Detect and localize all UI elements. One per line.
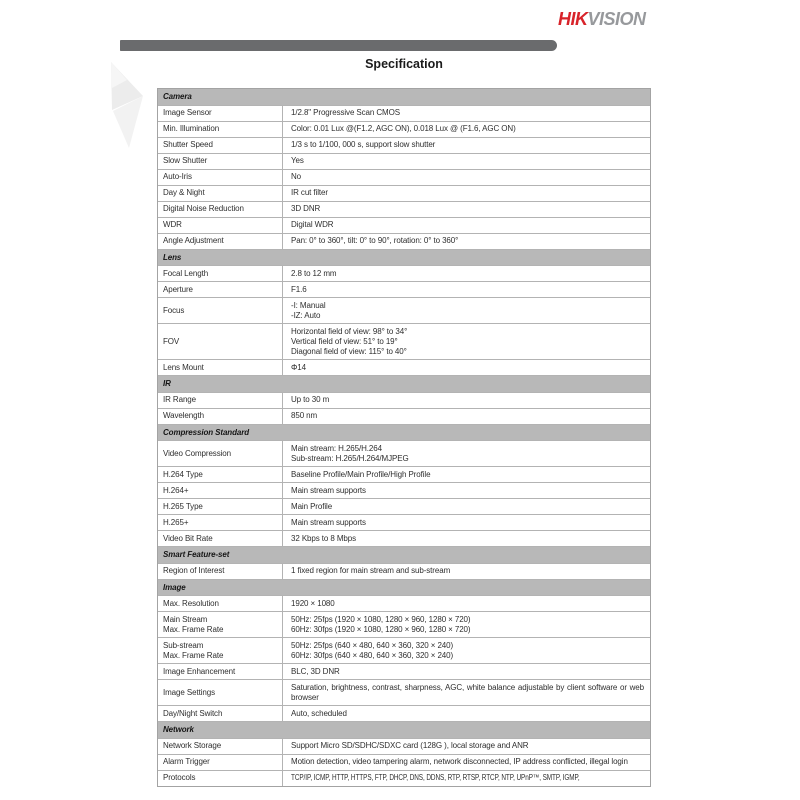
spec-value: [283, 531, 650, 546]
spec-label-line: Digital Noise Reduction: [163, 204, 244, 213]
spec-value-line: Φ14: [291, 362, 306, 372]
spec-label: [158, 324, 283, 359]
section-title: Lens: [163, 252, 182, 262]
section-header-row: [158, 424, 650, 441]
spec-label: [158, 106, 283, 121]
spec-label-line: Auto-Iris: [163, 172, 192, 181]
spec-label: [158, 664, 283, 679]
spec-value-line: 60Hz: 30fps (1920 × 1080, 1280 × 960, 1280 × 720): [291, 624, 471, 634]
spec-label: [158, 564, 283, 579]
spec-value: [283, 138, 650, 153]
spec-label-line: Day/Night Switch: [163, 708, 223, 718]
spec-value: [283, 499, 650, 514]
spec-label: [158, 234, 283, 249]
spec-label: [158, 739, 283, 754]
spec-value: [283, 441, 650, 466]
spec-row: [158, 440, 650, 466]
spec-value: [283, 467, 650, 482]
spec-label-line: H.265 Type: [163, 501, 203, 511]
section-header-row: [158, 546, 650, 563]
spec-label-line: Max. Frame Rate: [163, 624, 224, 634]
spec-label: [158, 218, 283, 233]
spec-value: [283, 234, 650, 249]
spec-label-line: FOV: [163, 336, 180, 346]
spec-label: [158, 441, 283, 466]
spec-value-line: Up to 30 m: [291, 395, 330, 404]
spec-value: [283, 771, 650, 786]
spec-row: [158, 563, 650, 579]
spec-label: [158, 531, 283, 546]
section-header-row: [158, 249, 650, 266]
spec-label: [158, 122, 283, 137]
spec-label: [158, 138, 283, 153]
spec-value: [283, 218, 650, 233]
spec-label: [158, 596, 283, 611]
spec-row: [158, 637, 650, 663]
spec-label-line: Focal Length: [163, 268, 209, 278]
spec-row: [158, 530, 650, 546]
spec-row: [158, 663, 650, 679]
spec-label-line: Image Sensor: [163, 108, 212, 117]
spec-row: [158, 498, 650, 514]
spec-value: [283, 755, 650, 770]
spec-value-line: F1.6: [291, 284, 307, 294]
spec-row: [158, 738, 650, 754]
logo-vision: VISION: [587, 9, 646, 29]
spec-value-line: Main stream: H.265/H.264: [291, 443, 382, 453]
spec-value: [283, 393, 650, 408]
spec-row: [158, 466, 650, 482]
spec-label-line: Aperture: [163, 284, 193, 294]
spec-row: [158, 679, 650, 705]
spec-label: [158, 186, 283, 201]
spec-row: [158, 323, 650, 359]
spec-label: [158, 467, 283, 482]
spec-label-line: Lens Mount: [163, 362, 204, 372]
spec-label-line: Main Stream: [163, 614, 208, 624]
spec-value: [283, 483, 650, 498]
section-title: Network: [163, 725, 194, 734]
spec-value: [283, 298, 650, 323]
spec-value: [283, 122, 650, 137]
spec-value-line: Main Profile: [291, 501, 333, 511]
spec-label: [158, 755, 283, 770]
spec-label-line: IR Range: [163, 395, 196, 404]
spec-label-line: H.265+: [163, 517, 189, 527]
section-title: Compression Standard: [163, 427, 250, 437]
spec-table: [157, 88, 651, 787]
spec-label: [158, 393, 283, 408]
spec-label: [158, 638, 283, 663]
spec-label-line: Slow Shutter: [163, 156, 208, 165]
spec-row: [158, 595, 650, 611]
spec-row: [158, 611, 650, 637]
spec-label-line: Protocols: [163, 773, 196, 782]
spec-label-line: Max. Resolution: [163, 598, 219, 608]
spec-label-line: Video Compression: [163, 448, 231, 458]
spec-label: [158, 612, 283, 637]
spec-label-line: WDR: [163, 220, 182, 229]
spec-row: [158, 392, 650, 408]
spec-row: [158, 121, 650, 137]
spec-value-line: Auto, scheduled: [291, 708, 347, 718]
section-header-row: [158, 579, 650, 596]
spec-label-line: Angle Adjustment: [163, 236, 224, 245]
spec-value-text: Saturation, brightness, contrast, sharpness, AGC, white balance adjustable by client software or web browser: [291, 682, 644, 702]
spec-value: [283, 706, 650, 721]
section-title: IR: [163, 379, 171, 388]
spec-value-line: 1/3 s to 1/100, 000 s, support slow shutter: [291, 140, 436, 149]
spec-label: [158, 706, 283, 721]
spec-value-line: 1/2.8" Progressive Scan CMOS: [291, 108, 400, 117]
spec-value-line: 850 nm: [291, 411, 318, 420]
spec-value-line: -I: Manual: [291, 300, 326, 310]
spec-row: [158, 754, 650, 770]
spec-row: [158, 185, 650, 201]
spec-row: [158, 770, 650, 786]
spec-value: [283, 154, 650, 169]
spec-value: [283, 360, 650, 375]
spec-value-line: Horizontal field of view: 98° to 34°: [291, 326, 408, 336]
spec-label-line: Network Storage: [163, 741, 222, 750]
spec-label: [158, 170, 283, 185]
spec-label-line: Day & Night: [163, 188, 205, 197]
header-bar: [120, 40, 557, 51]
hikvision-logo: [558, 9, 646, 30]
spec-row: [158, 233, 650, 249]
spec-value: [283, 612, 650, 637]
spec-row: [158, 153, 650, 169]
spec-label: [158, 515, 283, 530]
section-header-row: [158, 89, 650, 105]
spec-value-line: BLC, 3D DNR: [291, 666, 340, 676]
spec-value-line: Color: 0.01 Lux @(F1.2, AGC ON), 0.018 Lux @ (F1.6, AGC ON): [291, 124, 516, 133]
spec-label-line: Shutter Speed: [163, 140, 213, 149]
spec-label: [158, 202, 283, 217]
spec-value: [283, 106, 650, 121]
spec-label-line: Image Enhancement: [163, 666, 236, 676]
spec-value-line: 3D DNR: [291, 204, 321, 213]
spec-label-line: Region of Interest: [163, 566, 225, 575]
spec-row: [158, 105, 650, 121]
spec-value-line: Main stream supports: [291, 517, 366, 527]
spec-label-line: Video Bit Rate: [163, 533, 213, 543]
spec-value-line: TCP/IP, ICMP, HTTP, HTTPS, FTP, DHCP, DNS, DDNS, RTP, RTSP, RTCP, NTP, UPnP™, SMTP, IGMP,: [291, 773, 580, 782]
spec-value-line: Sub-stream: H.265/H.264/MJPEG: [291, 453, 409, 463]
spec-label: [158, 771, 283, 786]
spec-value: [283, 739, 650, 754]
spec-label-line: H.264+: [163, 485, 189, 495]
spec-label: [158, 409, 283, 424]
spec-label-line: Wavelength: [163, 411, 204, 420]
spec-row: [158, 482, 650, 498]
spec-value-line: -IZ: Auto: [291, 310, 321, 320]
page-title: Specification: [365, 57, 443, 71]
spec-value: [283, 409, 650, 424]
spec-value: [283, 324, 650, 359]
spec-value-line: 2.8 to 12 mm: [291, 268, 337, 278]
spec-value-line: Vertical field of view: 51° to 19°: [291, 336, 398, 346]
spec-label-line: Focus: [163, 305, 185, 315]
spec-row: [158, 514, 650, 530]
spec-row: [158, 281, 650, 297]
spec-label-line: Image Settings: [163, 687, 215, 697]
spec-value-line: Yes: [291, 156, 304, 165]
spec-value: [283, 282, 650, 297]
spec-value-line: Support Micro SD/SDHC/SDXC card (128G ), local storage and ANR: [291, 741, 529, 750]
logo-hik: HIK: [558, 9, 588, 29]
section-title: Image: [163, 582, 186, 592]
spec-row: [158, 705, 650, 721]
spec-row: [158, 201, 650, 217]
spec-value-line: Digital WDR: [291, 220, 334, 229]
section-header-row: [158, 375, 650, 392]
spec-label-line: H.264 Type: [163, 469, 203, 479]
spec-value-line: Baseline Profile/Main Profile/High Profile: [291, 469, 431, 479]
spec-value: [283, 515, 650, 530]
spec-label: [158, 483, 283, 498]
spec-value: [283, 186, 650, 201]
spec-value-line: Pan: 0° to 360°, tilt: 0° to 90°, rotation: 0° to 360°: [291, 236, 459, 245]
spec-label: [158, 282, 283, 297]
spec-label: [158, 298, 283, 323]
section-title: Smart Feature-set: [163, 550, 230, 559]
spec-row: [158, 169, 650, 185]
spec-row: [158, 265, 650, 281]
spec-value-line: No: [291, 172, 302, 181]
spec-label-line: Max. Frame Rate: [163, 650, 224, 660]
spec-label: [158, 360, 283, 375]
spec-value: [283, 564, 650, 579]
spec-row: [158, 408, 650, 424]
section-title: Camera: [163, 92, 192, 101]
spec-value-text: Motion detection, video tampering alarm, network disconnected, IP address conflicted, illegal login: [291, 757, 628, 766]
section-header-row: [158, 721, 650, 738]
spec-value: [283, 664, 650, 679]
spec-row: [158, 217, 650, 233]
spec-value: [283, 638, 650, 663]
spec-label: [158, 680, 283, 705]
spec-row: [158, 359, 650, 375]
spec-label: [158, 499, 283, 514]
spec-label: [158, 266, 283, 281]
spec-value-line: 1920 × 1080: [291, 598, 335, 608]
spec-value-line: 60Hz: 30fps (640 × 480, 640 × 360, 320 × 240): [291, 650, 454, 660]
spec-value-line: IR cut filter: [291, 188, 328, 197]
spec-row: [158, 137, 650, 153]
spec-value: [283, 266, 650, 281]
spec-label: [158, 154, 283, 169]
spec-value: [283, 596, 650, 611]
spec-value: [283, 170, 650, 185]
spec-value-line: 50Hz: 25fps (1920 × 1080, 1280 × 960, 1280 × 720): [291, 614, 471, 624]
spec-value-line: Diagonal field of view: 115° to 40°: [291, 346, 407, 356]
spec-value-line: Main stream supports: [291, 485, 366, 495]
spec-label-line: Sub-stream: [163, 640, 204, 650]
spec-label-line: Alarm Trigger: [163, 757, 210, 766]
spec-value-line: 32 Kbps to 8 Mbps: [291, 533, 357, 543]
spec-value-line: 50Hz: 25fps (640 × 480, 640 × 360, 320 × 240): [291, 640, 454, 650]
spec-label-line: Min. Illumination: [163, 124, 220, 133]
spec-value: [283, 202, 650, 217]
spec-value-line: 1 fixed region for main stream and sub-stream: [291, 566, 451, 575]
spec-row: [158, 297, 650, 323]
spec-value: [283, 680, 650, 705]
